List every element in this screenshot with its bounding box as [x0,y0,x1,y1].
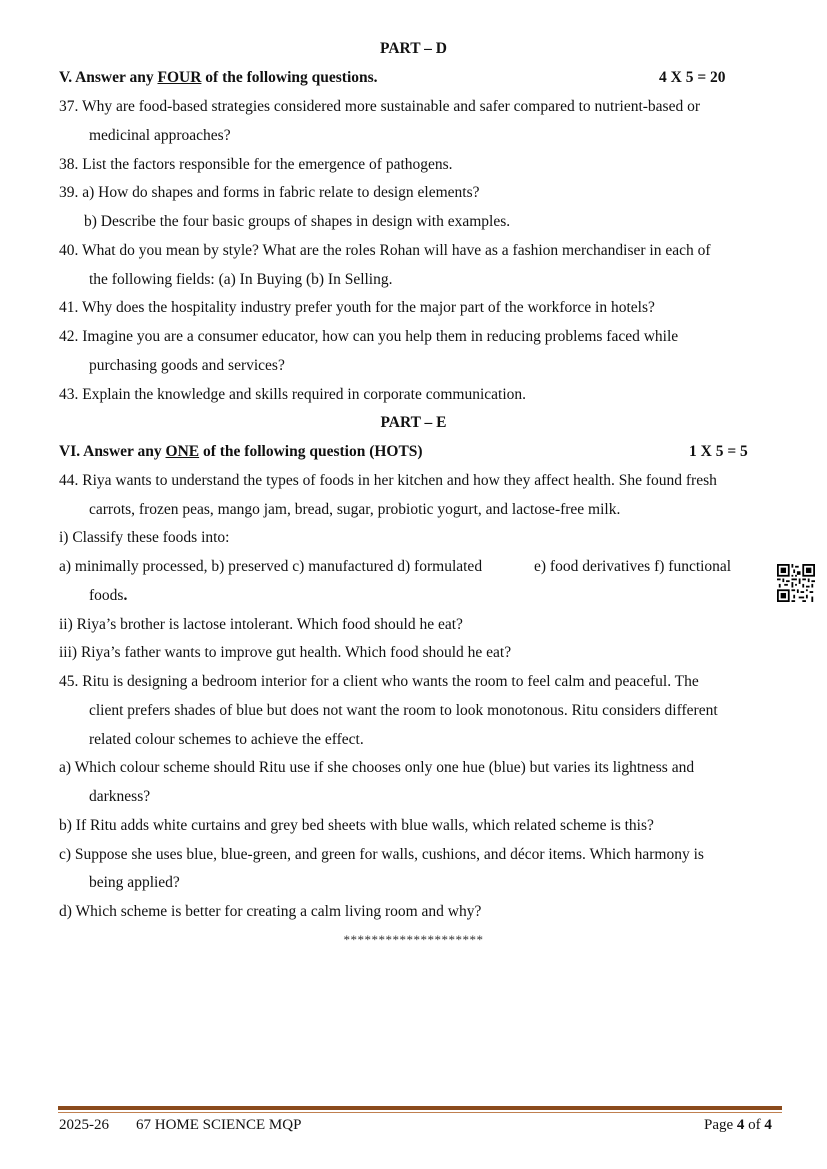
question-44-cont: carrots, frozen peas, mango jam, bread, sugar, probiotic yogurt, and lactose-free milk. [89,501,621,518]
part-d-title: PART – D [380,40,447,57]
footer-year: 2025-26 [59,1117,109,1133]
question-39b: b) Describe the four basic groups of shapes in design with examples. [84,213,511,230]
question-41: 41. Why does the hospitality industry prefer youth for the major part of the workforce in hotels? [59,299,655,316]
question-38: 38. List the factors responsible for the emergence of pathogens. [59,156,453,173]
question-45-b: b) If Ritu adds white curtains and grey bed sheets with blue walls, which related scheme is this? [59,817,654,834]
footer-course-code: 67 HOME SCIENCE MQP [136,1117,302,1133]
question-39a: 39. a) How do shapes and forms in fabric relate to design elements? [59,184,480,201]
page-current: 4 [736,1117,745,1133]
question-44-options: a) minimally processed, b) preserved c) manufactured d) formulated [59,558,483,575]
question-43: 43. Explain the knowledge and skills required in corporate communication. [59,386,527,403]
question-45-c: c) Suppose she uses blue, blue-green, and green for walls, cushions, and décor items. Which harmony is [59,846,704,863]
question-44-options-cont-text: foods [89,587,124,604]
question-44-options-b: e) food derivatives f) functional [534,558,732,575]
question-44-i: i) Classify these foods into: [59,529,230,546]
question-44-iii: iii) Riya’s father wants to improve gut health. Which food should he eat? [59,644,512,661]
part-e-instruction-suffix: of the following question (HOTS) [199,443,423,460]
footer-rule-thin [58,1112,782,1113]
part-e-instruction-prefix: VI. Answer any [59,443,166,460]
qr-code-icon [777,564,815,602]
question-40-cont: the following fields: (a) In Buying (b) In Selling. [89,271,393,288]
question-37-cont: medicinal approaches? [89,127,231,144]
part-d-marks: 4 X 5 = 20 [659,69,726,86]
part-d-instruction-prefix: V. Answer any [59,69,158,86]
question-44-options-cont: foods. [89,587,128,604]
page-mid: of [744,1117,765,1133]
question-40: 40. What do you mean by style? What are the roles Rohan will have as a fashion merchandiser in each of [59,242,711,259]
end-marker: ******************** [343,932,484,947]
question-37: 37. Why are food-based strategies considered more sustainable and safer compared to nutrient-based or [59,98,701,115]
question-42-cont: purchasing goods and services? [89,357,285,374]
page-total: 4 [764,1117,772,1133]
page-prefix: Page [704,1117,737,1133]
question-45: 45. Ritu is designing a bedroom interior for a client who wants the room to feel calm and peaceful. The [59,673,699,690]
part-e-instruction [59,443,423,461]
page-number [704,1117,772,1134]
question-45-c-cont: being applied? [89,874,180,891]
part-e-instruction-emph: ONE [165,443,200,460]
footer-rule [58,1106,782,1110]
question-45-a: a) Which colour scheme should Ritu use if she chooses only one hue (blue) but varies its lightness and [59,759,695,776]
part-e-marks: 1 X 5 = 5 [689,443,748,460]
question-45-cont-2: related colour schemes to achieve the effect. [89,731,364,748]
part-e-title: PART – E [380,414,447,431]
question-44-ii: ii) Riya’s brother is lactose intolerant. Which food should he eat? [59,616,463,633]
part-d-instruction-emph: FOUR [157,69,202,86]
question-45-d: d) Which scheme is better for creating a calm living room and why? [59,903,482,920]
part-d-instruction [59,69,378,87]
part-d-instruction-suffix: of the following questions. [201,69,378,86]
question-42: 42. Imagine you are a consumer educator, how can you help them in reducing problems faced while [59,328,679,345]
question-45-a-cont: darkness? [89,788,151,805]
question-45-cont-1: client prefers shades of blue but does not want the room to look monotonous. Ritu considers different [89,702,718,719]
question-44: 44. Riya wants to understand the types of foods in her kitchen and how they affect health. She found fresh [59,472,717,489]
